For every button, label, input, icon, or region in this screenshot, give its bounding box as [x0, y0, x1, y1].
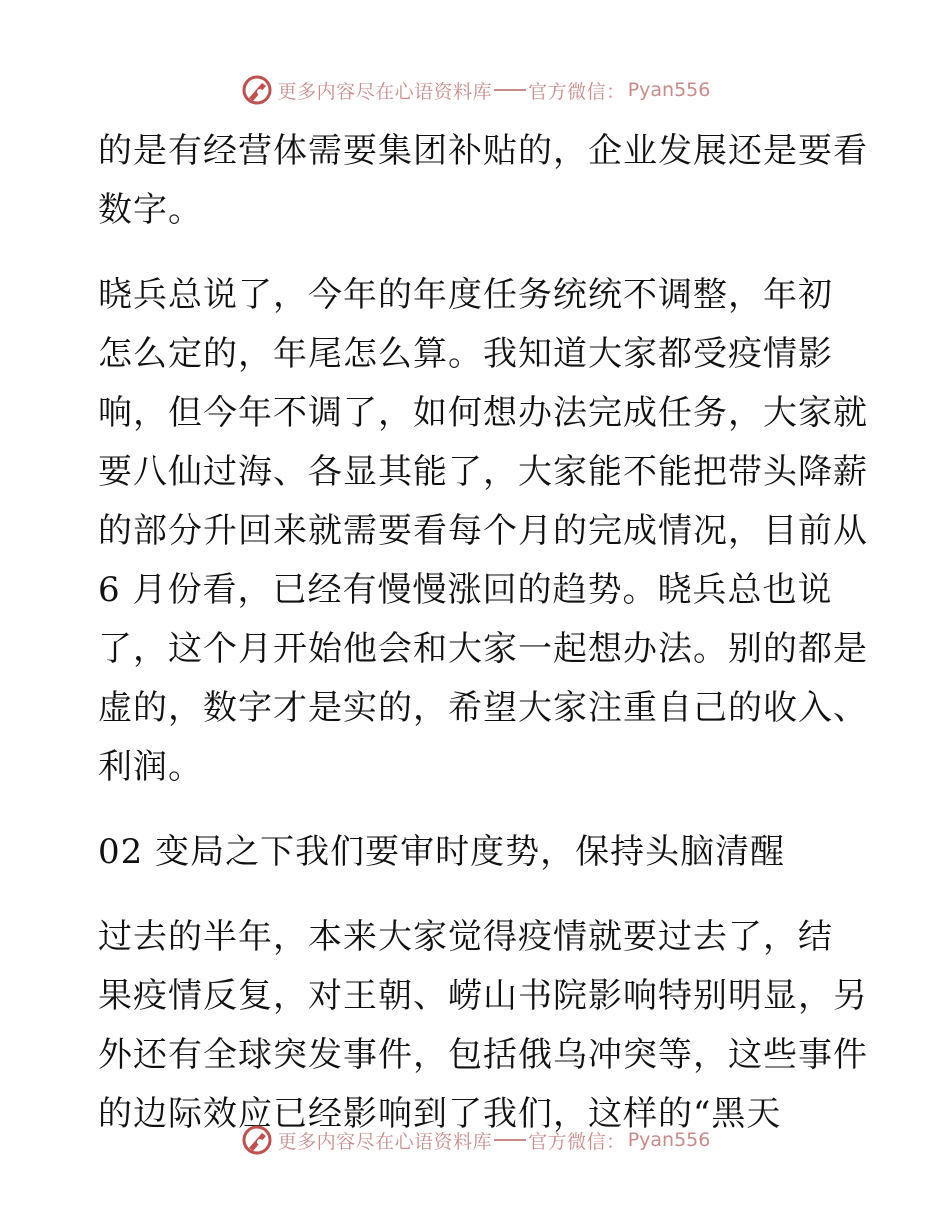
footer-watermark: [0, 1120, 950, 1160]
paragraph: [98, 908, 868, 1144]
watermark-label: 官方微信：: [528, 1130, 626, 1153]
text-line: 果疫情反复，对王朝、崂山书院影响特别明显，另: [98, 976, 868, 1016]
text-line: 数字。: [98, 190, 203, 230]
text-line: 6 月份看，已经有慢慢涨回的趋势。晓兵总也说: [98, 570, 833, 610]
watermark-id: Pyan556: [627, 1129, 711, 1151]
text-line: 利润。: [98, 747, 203, 787]
pen-logo-icon: [240, 73, 274, 107]
document-body: [98, 122, 868, 1170]
text-line: 外还有全球突发事件，包括俄乌冲突等，这些事件: [98, 1035, 868, 1075]
watermark-dash: [494, 89, 526, 91]
text-line: 虚的，数字才是实的，希望大家注重自己的收入、: [98, 688, 868, 728]
text-line: 的是有经营体需要集团补贴的，企业发展还是要看: [98, 131, 868, 171]
paragraph: [98, 266, 868, 797]
text-line: 晓兵总说了，今年的年度任务统统不调整，年初: [98, 275, 833, 315]
watermark-id: Pyan556: [627, 79, 711, 101]
text-line: 要八仙过海、各显其能了，大家能不能把带头降薪: [98, 452, 868, 492]
watermark-text: 更多内容尽在心语资料库: [277, 1130, 493, 1153]
section-heading: [98, 823, 850, 882]
text-line: 响，但今年不调了，如何想办法完成任务，大家就: [98, 393, 868, 433]
header-watermark: [0, 70, 950, 110]
watermark-text: 更多内容尽在心语资料库: [277, 80, 493, 103]
watermark-dash: [494, 1139, 526, 1141]
text-line: 怎么定的，年尾怎么算。我知道大家都受疫情影: [98, 334, 833, 374]
pen-logo-icon: [240, 1123, 274, 1157]
text-line: 的部分升回来就需要看每个月的完成情况，目前从: [98, 511, 868, 551]
text-line: 了，这个月开始他会和大家一起想办法。别的都是: [98, 629, 868, 669]
text-line: 02 变局之下我们要审时度势，保持头脑清醒: [98, 832, 786, 872]
text-line: 的边际效应已经影响到了我们，这样的“黑天: [98, 1094, 782, 1134]
text-line: 过去的半年，本来大家觉得疫情就要过去了，结: [98, 917, 833, 957]
paragraph: [98, 122, 868, 240]
watermark-label: 官方微信：: [528, 80, 626, 103]
